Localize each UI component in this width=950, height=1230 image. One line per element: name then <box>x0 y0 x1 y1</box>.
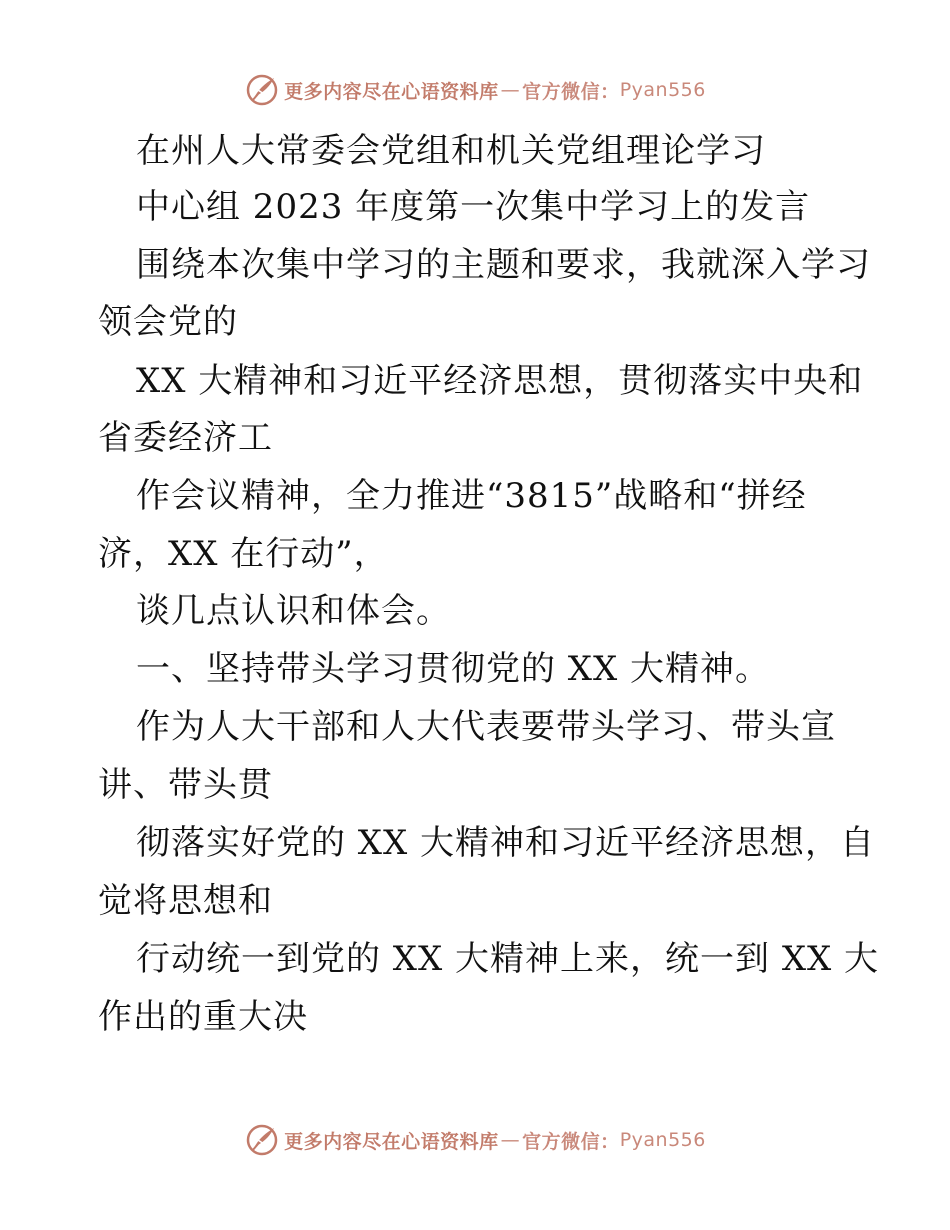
doc-line: 讲、带头贯 <box>98 765 273 805</box>
doc-line: 谈几点认识和体会。 <box>136 591 451 631</box>
watermark-separator: — <box>500 79 521 101</box>
watermark-wechat-label: 官方微信： <box>522 80 620 103</box>
doc-line: 领会党的 <box>98 302 238 342</box>
doc-line: 作出的重大决 <box>98 997 308 1037</box>
watermark-wechat-label: 官方微信： <box>522 1130 620 1153</box>
watermark-wechat-id: Pyan556 <box>619 79 706 101</box>
doc-line: 济，XX 在行动”， <box>98 534 389 574</box>
doc-line: 行动统一到党的 XX 大精神上来，统一到 XX 大 <box>136 939 880 979</box>
doc-line: 围绕本次集中学习的主题和要求，我就深入学习 <box>136 245 871 285</box>
doc-line: 省委经济工 <box>98 418 273 458</box>
watermark-brand: 更多内容尽在心语资料库 <box>284 1130 499 1153</box>
doc-line: 觉将思想和 <box>98 881 273 921</box>
doc-line-heading: 一、坚持带头学习贯彻党的 XX 大精神。 <box>136 649 771 689</box>
doc-line: 作会议精神，全力推进“3815”战略和“拼经 <box>136 476 807 516</box>
feather-pen-circle-icon <box>244 1122 280 1158</box>
watermark-banner-top <box>0 70 950 110</box>
doc-line: 作为人大干部和人大代表要带头学习、带头宣 <box>136 707 836 747</box>
doc-line: 彻落实好党的 XX 大精神和习近平经济思想，自 <box>136 823 876 863</box>
watermark-wechat-id: Pyan556 <box>619 1129 706 1151</box>
doc-line: XX 大精神和习近平经济思想，贯彻落实中央和 <box>136 361 864 401</box>
watermark-brand: 更多内容尽在心语资料库 <box>284 80 499 103</box>
watermark-separator: — <box>500 1129 521 1151</box>
feather-pen-circle-icon <box>244 72 280 108</box>
doc-line-title-1: 在州人大常委会党组和机关党组理论学习 <box>136 131 766 171</box>
doc-line-title-2: 中心组 2023 年度第一次集中学习上的发言 <box>136 187 811 227</box>
watermark-banner-bottom <box>0 1120 950 1160</box>
